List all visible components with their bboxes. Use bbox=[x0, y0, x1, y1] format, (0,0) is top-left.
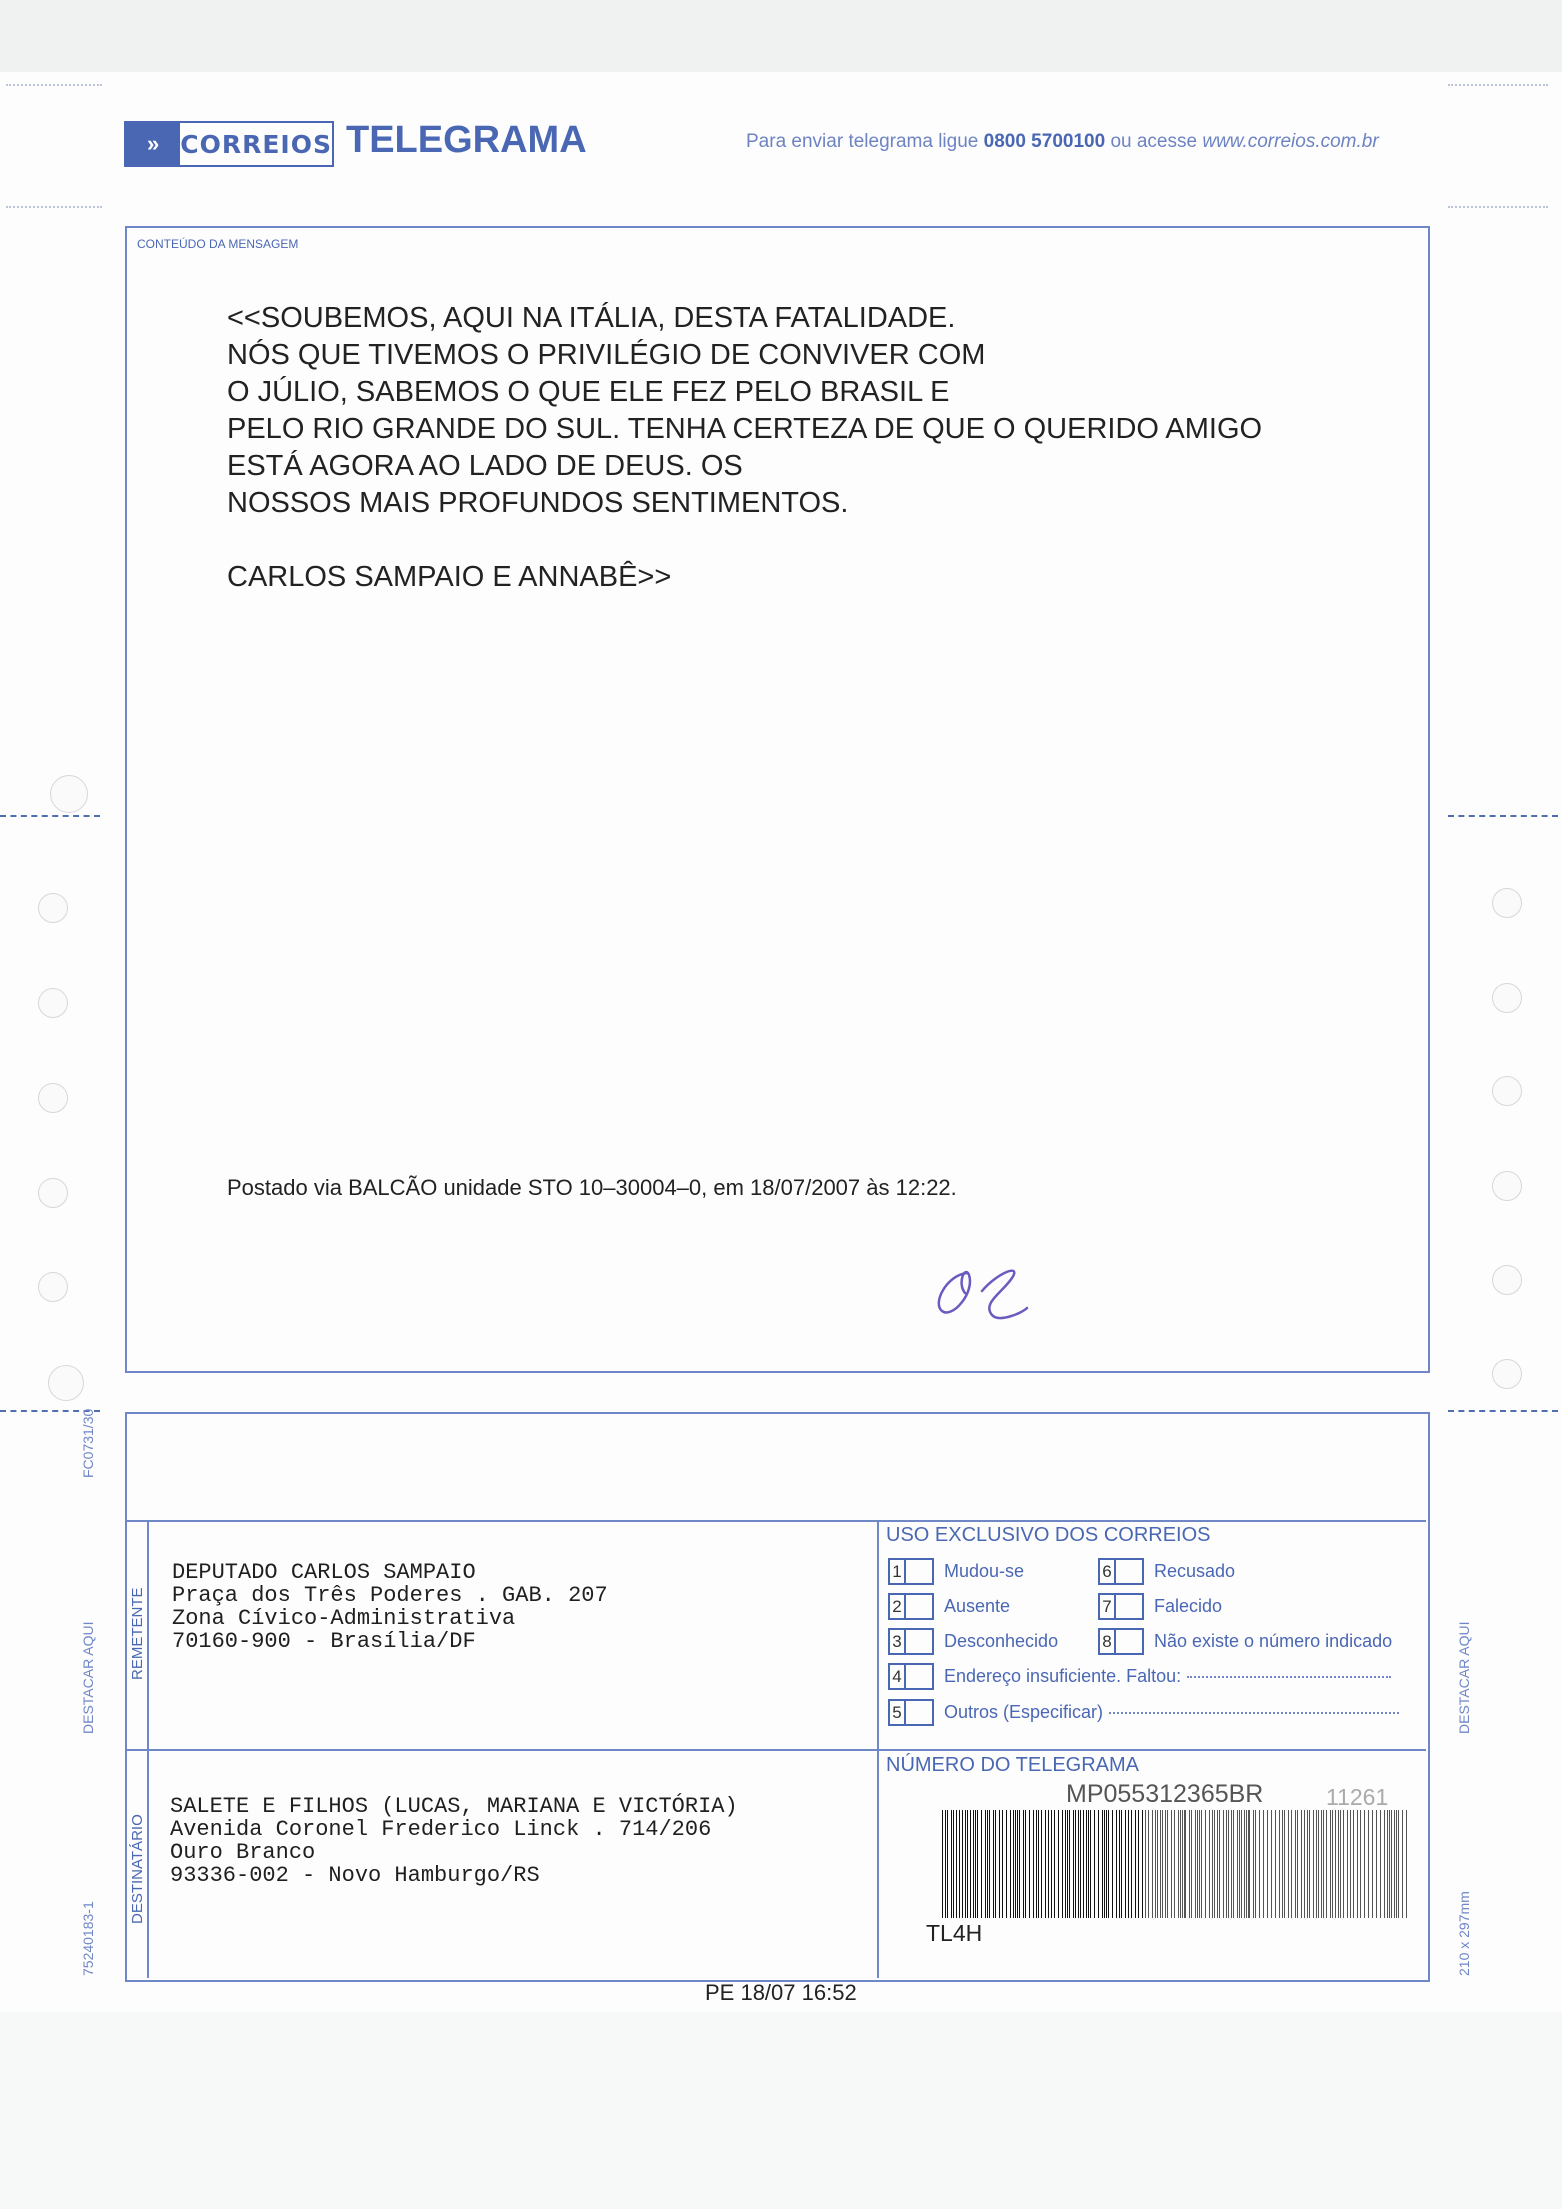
option-number: 2 bbox=[888, 1593, 904, 1620]
barcode-bar bbox=[1160, 1810, 1161, 1918]
barcode-bar bbox=[1295, 1810, 1296, 1918]
perforation-dots bbox=[1448, 206, 1548, 208]
barcode-bar bbox=[1025, 1810, 1026, 1918]
feed-hole bbox=[50, 775, 88, 813]
barcode-bar bbox=[1165, 1810, 1166, 1918]
barcode-bar bbox=[1233, 1810, 1234, 1918]
correios-arrow-icon: » bbox=[126, 123, 180, 165]
barcode-bar bbox=[1195, 1810, 1196, 1918]
barcode-bar bbox=[953, 1810, 954, 1918]
barcode-bar bbox=[1125, 1810, 1126, 1918]
barcode-bar bbox=[1102, 1810, 1103, 1918]
barcode-bar bbox=[1048, 1810, 1049, 1918]
barcode-bar bbox=[1002, 1810, 1003, 1918]
barcode-bar bbox=[1073, 1810, 1074, 1918]
barcode-bar bbox=[1094, 1810, 1095, 1918]
barcode-bar bbox=[1279, 1810, 1280, 1918]
barcode-bar bbox=[1297, 1810, 1298, 1918]
barcode-bar bbox=[1162, 1810, 1163, 1918]
divider bbox=[147, 1520, 149, 1978]
serial-code: 75240183-1 bbox=[80, 1901, 96, 1976]
barcode-bar bbox=[1051, 1810, 1052, 1918]
checkbox[interactable] bbox=[1114, 1558, 1144, 1585]
barcode-bar bbox=[1304, 1810, 1305, 1918]
address-line: 93336-002 - Novo Hamburgo/RS bbox=[170, 1863, 540, 1888]
tear-line bbox=[1448, 1410, 1558, 1412]
checkbox[interactable] bbox=[1114, 1593, 1144, 1620]
barcode-bar bbox=[1180, 1810, 1181, 1918]
barcode-bar bbox=[1347, 1810, 1348, 1918]
barcode-bar bbox=[1275, 1810, 1276, 1918]
barcode-bar bbox=[1062, 1810, 1063, 1918]
barcode-bar bbox=[1391, 1810, 1392, 1918]
barcode-bar bbox=[1131, 1810, 1132, 1918]
barcode-bar bbox=[1006, 1810, 1007, 1918]
barcode-bar bbox=[951, 1810, 952, 1918]
barcode-bar bbox=[967, 1810, 968, 1918]
option-label: Mudou-se bbox=[944, 1561, 1025, 1581]
barcode-bar bbox=[1226, 1810, 1227, 1918]
barcode-bar bbox=[1318, 1810, 1319, 1918]
feed-hole bbox=[1492, 1359, 1522, 1389]
barcode-bar bbox=[1288, 1810, 1289, 1918]
document-title: TELEGRAMA bbox=[346, 119, 587, 161]
uso-exclusivo-title: USO EXCLUSIVO DOS CORREIOS bbox=[886, 1524, 1211, 1546]
barcode-bar bbox=[1205, 1810, 1206, 1918]
website-link[interactable]: www.correios.com.br bbox=[1202, 131, 1379, 152]
barcode-bar bbox=[1357, 1810, 1358, 1918]
message-label: CONTEÚDO DA MENSAGEM bbox=[137, 237, 299, 251]
barcode-bar bbox=[1223, 1810, 1224, 1918]
barcode-bar bbox=[1259, 1810, 1260, 1918]
option-number: 1 bbox=[888, 1558, 904, 1585]
option-number: 8 bbox=[1098, 1628, 1114, 1655]
barcode-bar bbox=[1199, 1810, 1200, 1918]
barcode-bar bbox=[1389, 1810, 1390, 1918]
send-instructions bbox=[746, 131, 1379, 153]
send-prefix: Para enviar telegrama ligue bbox=[746, 131, 979, 152]
checkbox[interactable] bbox=[904, 1628, 934, 1655]
barcode-bar bbox=[1083, 1810, 1084, 1918]
barcode-bar bbox=[1309, 1810, 1310, 1918]
barcode-bar bbox=[1108, 1810, 1109, 1918]
barcode-bar bbox=[1167, 1810, 1168, 1918]
address-line: DEPUTADO CARLOS SAMPAIO bbox=[172, 1560, 476, 1585]
barcode-bar bbox=[965, 1810, 966, 1918]
option-label: Endereço insuficiente. Faltou: bbox=[944, 1666, 1182, 1686]
checkbox[interactable] bbox=[904, 1699, 934, 1726]
barcode-bar bbox=[1380, 1810, 1381, 1918]
barcode-bar bbox=[1029, 1810, 1030, 1918]
address-line: Praça dos Três Poderes . GAB. 207 bbox=[172, 1583, 608, 1608]
perforation-dots bbox=[6, 84, 102, 86]
option-recusado[interactable] bbox=[1098, 1558, 1235, 1585]
barcode-bar bbox=[1013, 1810, 1014, 1918]
barcode-bar bbox=[1135, 1810, 1136, 1918]
message-body bbox=[227, 300, 1262, 596]
option-falecido[interactable] bbox=[1098, 1593, 1222, 1620]
barcode-bar bbox=[1174, 1810, 1175, 1918]
barcode-bar bbox=[1316, 1810, 1317, 1918]
barcode-bar bbox=[1231, 1810, 1232, 1918]
barcode-bar bbox=[1184, 1810, 1186, 1918]
barcode-bar bbox=[1036, 1810, 1037, 1918]
message-line: ESTÁ AGORA AO LADO DE DEUS. OS bbox=[227, 450, 743, 482]
barcode-bar bbox=[1033, 1810, 1034, 1918]
perforation-dots bbox=[1448, 84, 1548, 86]
barcode-bar bbox=[1301, 1810, 1302, 1918]
barcode-bar bbox=[1338, 1810, 1339, 1918]
message-line: O JÚLIO, SABEMOS O QUE ELE FEZ PELO BRASIL E bbox=[227, 376, 950, 408]
barcode-bar bbox=[1267, 1810, 1268, 1918]
barcode-bar bbox=[1080, 1810, 1081, 1918]
form-code: FC0731/30 bbox=[80, 1408, 96, 1478]
barcode-bar bbox=[1191, 1810, 1192, 1918]
send-mid: ou acesse bbox=[1110, 131, 1198, 152]
barcode-bar bbox=[1368, 1810, 1369, 1918]
barcode-bar bbox=[1350, 1810, 1351, 1918]
barcode-bar bbox=[1340, 1810, 1341, 1918]
barcode-bar bbox=[1088, 1810, 1089, 1918]
barcode-bar bbox=[1332, 1810, 1333, 1918]
barcode-bar bbox=[1045, 1810, 1046, 1918]
feed-hole bbox=[1492, 1265, 1522, 1295]
barcode-bar bbox=[1330, 1810, 1331, 1918]
barcode-bar bbox=[1054, 1810, 1055, 1918]
checkbox[interactable] bbox=[904, 1593, 934, 1620]
message-line: CARLOS SAMPAIO E ANNABÊ>> bbox=[227, 561, 672, 593]
posted-info: Postado via BALCÃO unidade STO 10–30004–0, em 18/07/2007 às 12:22. bbox=[227, 1175, 957, 1200]
barcode-bar bbox=[1023, 1810, 1024, 1918]
barcode-bar bbox=[1086, 1810, 1087, 1918]
barcode-bar bbox=[959, 1810, 960, 1918]
barcode-bar bbox=[1246, 1810, 1247, 1918]
barcode-bar bbox=[1197, 1810, 1198, 1918]
barcode-bar bbox=[1157, 1810, 1158, 1918]
telegram-number-title: NÚMERO DO TELEGRAMA bbox=[886, 1754, 1139, 1776]
checkbox[interactable] bbox=[1114, 1628, 1144, 1655]
barcode-bar bbox=[1171, 1810, 1172, 1918]
divider bbox=[877, 1520, 879, 1978]
checkbox[interactable] bbox=[904, 1558, 934, 1585]
option-label: Outros (Especificar) bbox=[944, 1702, 1104, 1722]
barcode-bar bbox=[947, 1810, 948, 1918]
barcode-bar bbox=[1398, 1810, 1399, 1918]
barcode-bar bbox=[1253, 1810, 1254, 1918]
barcode-bar bbox=[1017, 1810, 1018, 1918]
barcode-bar bbox=[1217, 1810, 1218, 1918]
barcode-bar bbox=[987, 1810, 988, 1918]
telegram-number: MP055312365BR bbox=[1066, 1780, 1264, 1808]
barcode-bar bbox=[1263, 1810, 1264, 1918]
barcode-bar bbox=[1237, 1810, 1238, 1918]
message-line: <<SOUBEMOS, AQUI NA ITÁLIA, DESTA FATALIDADE. bbox=[227, 302, 956, 334]
barcode-bar bbox=[1313, 1810, 1314, 1918]
recipient-address bbox=[170, 1795, 738, 1887]
barcode-bar bbox=[1353, 1810, 1354, 1918]
barcode-bar bbox=[956, 1810, 957, 1918]
option-number: 3 bbox=[888, 1628, 904, 1655]
barcode-bar bbox=[1152, 1810, 1153, 1918]
barcode-bar bbox=[1098, 1810, 1099, 1918]
feed-hole bbox=[38, 1178, 68, 1208]
barcode-bar bbox=[1142, 1810, 1143, 1918]
option-ausente[interactable] bbox=[888, 1593, 1010, 1620]
barcode-bar bbox=[977, 1810, 978, 1918]
barcode-bar bbox=[1307, 1810, 1308, 1918]
barcode-bar bbox=[1271, 1810, 1272, 1918]
barcode-bar bbox=[1209, 1810, 1210, 1918]
barcode-bar bbox=[1121, 1810, 1122, 1918]
barcode-bar bbox=[1396, 1810, 1397, 1918]
barcode-bar bbox=[1212, 1810, 1213, 1918]
feed-hole bbox=[1492, 1171, 1522, 1201]
barcode-bar bbox=[1406, 1810, 1407, 1918]
option-desconhecido[interactable] bbox=[888, 1628, 1058, 1655]
barcode-bar bbox=[1394, 1810, 1395, 1918]
tear-line bbox=[1448, 815, 1558, 817]
detach-label-right: DESTACAR AQUI bbox=[1456, 1621, 1472, 1734]
option-endereco-insuficiente[interactable] bbox=[888, 1663, 1391, 1690]
barcode-bar bbox=[1067, 1810, 1068, 1918]
barcode-bar bbox=[993, 1810, 994, 1918]
barcode-bar bbox=[1178, 1810, 1179, 1918]
barcode-bar bbox=[1019, 1810, 1020, 1918]
barcode-bar bbox=[1343, 1810, 1344, 1918]
barcode-bar bbox=[1244, 1810, 1245, 1918]
option-number: 7 bbox=[1098, 1593, 1114, 1620]
phone-number: 0800 5700100 bbox=[983, 131, 1106, 152]
message-box bbox=[125, 226, 1430, 1373]
perforation-dots bbox=[6, 206, 102, 208]
barcode-bar bbox=[1090, 1810, 1091, 1918]
barcode-bar bbox=[1360, 1810, 1361, 1918]
barcode-bar bbox=[999, 1810, 1000, 1918]
barcode-bar bbox=[1335, 1810, 1336, 1918]
feed-hole bbox=[38, 988, 68, 1018]
option-label: Recusado bbox=[1154, 1561, 1236, 1581]
barcode-bar bbox=[1255, 1810, 1256, 1918]
telegram-code: 11261 bbox=[1326, 1784, 1389, 1810]
message-line: NOSSOS MAIS PROFUNDOS SENTIMENTOS. bbox=[227, 487, 849, 519]
option-number: 4 bbox=[888, 1663, 904, 1690]
feed-hole bbox=[48, 1365, 84, 1401]
barcode-bar bbox=[1321, 1810, 1322, 1918]
paper-size: 210 x 297mm bbox=[1456, 1891, 1472, 1976]
barcode bbox=[942, 1810, 1412, 1918]
barcode-bar bbox=[1138, 1810, 1139, 1918]
sender-label: REMETENTE bbox=[129, 1587, 146, 1680]
barcode-bar bbox=[1189, 1810, 1190, 1918]
divider bbox=[127, 1520, 1426, 1522]
message-line: PELO RIO GRANDE DO SUL. TENHA CERTEZA DE QUE O QUERIDO AMIGO bbox=[227, 413, 1263, 445]
feed-hole bbox=[38, 1272, 68, 1302]
fill-line bbox=[1187, 1676, 1391, 1678]
barcode-bar bbox=[1384, 1810, 1385, 1918]
barcode-bar bbox=[1112, 1810, 1113, 1918]
address-line: Avenida Coronel Frederico Linck . 714/206 bbox=[170, 1817, 712, 1842]
feed-hole bbox=[38, 893, 68, 923]
barcode-bar bbox=[1402, 1810, 1403, 1918]
barcode-bar bbox=[1041, 1810, 1042, 1918]
option-outros[interactable] bbox=[888, 1699, 1399, 1726]
address-line: SALETE E FILHOS (LUCAS, MARIANA E VICTÓRIA) bbox=[170, 1794, 738, 1819]
barcode-bar bbox=[1148, 1810, 1149, 1918]
barcode-bar bbox=[1214, 1810, 1215, 1918]
barcode-bar bbox=[1155, 1810, 1156, 1918]
barcode-bar bbox=[1015, 1810, 1016, 1918]
feed-hole bbox=[1492, 983, 1522, 1013]
feed-hole bbox=[1492, 1076, 1522, 1106]
recipient-label: DESTINATÁRIO bbox=[129, 1814, 146, 1924]
handwritten-initials bbox=[927, 1253, 1047, 1333]
barcode-bar bbox=[1145, 1810, 1146, 1918]
barcode-bar bbox=[973, 1810, 974, 1918]
option-label: Ausente bbox=[944, 1596, 1011, 1616]
option-mudou-se[interactable] bbox=[888, 1558, 1024, 1585]
barcode-bar bbox=[1364, 1810, 1365, 1918]
postmark-stamp: PE 18/07 16:52 bbox=[705, 1980, 857, 2005]
barcode-bar bbox=[962, 1810, 963, 1918]
option-label: Não existe o número indicado bbox=[1154, 1631, 1393, 1651]
barcode-bar bbox=[1069, 1810, 1070, 1918]
barcode-bar bbox=[1282, 1810, 1283, 1918]
barcode-bar bbox=[1128, 1810, 1129, 1918]
option-nao-existe-numero[interactable] bbox=[1098, 1628, 1392, 1655]
option-label: Desconhecido bbox=[944, 1631, 1059, 1651]
barcode-bar bbox=[1075, 1810, 1076, 1918]
barcode-bar bbox=[1228, 1810, 1229, 1918]
option-number: 5 bbox=[888, 1699, 904, 1726]
barcode-bar bbox=[1106, 1810, 1107, 1918]
barcode-bar bbox=[1219, 1810, 1220, 1918]
barcode-bar bbox=[1058, 1810, 1059, 1918]
feed-hole bbox=[38, 1083, 68, 1113]
barcode-bar bbox=[1116, 1810, 1117, 1918]
barcode-bar bbox=[970, 1810, 971, 1918]
barcode-bar bbox=[1248, 1810, 1250, 1918]
divider bbox=[127, 1749, 1426, 1751]
message-line bbox=[227, 522, 1262, 559]
address-line: Ouro Branco bbox=[170, 1840, 316, 1865]
barcode-bar bbox=[975, 1810, 976, 1918]
sender-address bbox=[172, 1561, 608, 1653]
fill-line bbox=[1109, 1712, 1399, 1714]
barcode-bar bbox=[1038, 1810, 1039, 1918]
option-number: 6 bbox=[1098, 1558, 1114, 1585]
address-line: 70160-900 - Brasília/DF bbox=[172, 1629, 476, 1654]
barcode-bar bbox=[1387, 1810, 1388, 1918]
barcode-bar bbox=[942, 1810, 943, 1918]
barcode-bar bbox=[1182, 1810, 1183, 1918]
barcode-bar bbox=[989, 1810, 990, 1918]
barcode-bar bbox=[1010, 1810, 1011, 1918]
correios-logo bbox=[124, 121, 334, 167]
tl-code: TL4H bbox=[926, 1920, 983, 1946]
barcode-bar bbox=[1326, 1810, 1327, 1918]
barcode-bar bbox=[1323, 1810, 1324, 1918]
tear-line bbox=[0, 815, 100, 817]
barcode-bar bbox=[1241, 1810, 1242, 1918]
barcode-bar bbox=[1065, 1810, 1066, 1918]
barcode-bar bbox=[1078, 1810, 1079, 1918]
top-strip bbox=[0, 0, 1562, 73]
barcode-bar bbox=[1372, 1810, 1373, 1918]
barcode-bar bbox=[985, 1810, 986, 1918]
barcode-bar bbox=[1104, 1810, 1105, 1918]
barcode-bar bbox=[1291, 1810, 1292, 1918]
barcode-bar bbox=[1119, 1810, 1120, 1918]
address-line: Zona Cívico-Administrativa bbox=[172, 1606, 516, 1631]
barcode-bar bbox=[945, 1810, 946, 1918]
barcode-bar bbox=[981, 1810, 982, 1918]
logo-text: CORREIOS bbox=[180, 129, 332, 159]
message-line: NÓS QUE TIVEMOS O PRIVILÉGIO DE CONVIVER COM bbox=[227, 339, 986, 371]
checkbox[interactable] bbox=[904, 1663, 934, 1690]
feed-hole bbox=[1492, 888, 1522, 918]
detach-label-left: DESTACAR AQUI bbox=[80, 1621, 96, 1734]
barcode-bar bbox=[1239, 1810, 1240, 1918]
barcode-bar bbox=[1284, 1810, 1285, 1918]
barcode-bar bbox=[1201, 1810, 1202, 1918]
barcode-bar bbox=[1376, 1810, 1377, 1918]
barcode-bar bbox=[995, 1810, 996, 1918]
option-label: Falecido bbox=[1154, 1596, 1223, 1616]
